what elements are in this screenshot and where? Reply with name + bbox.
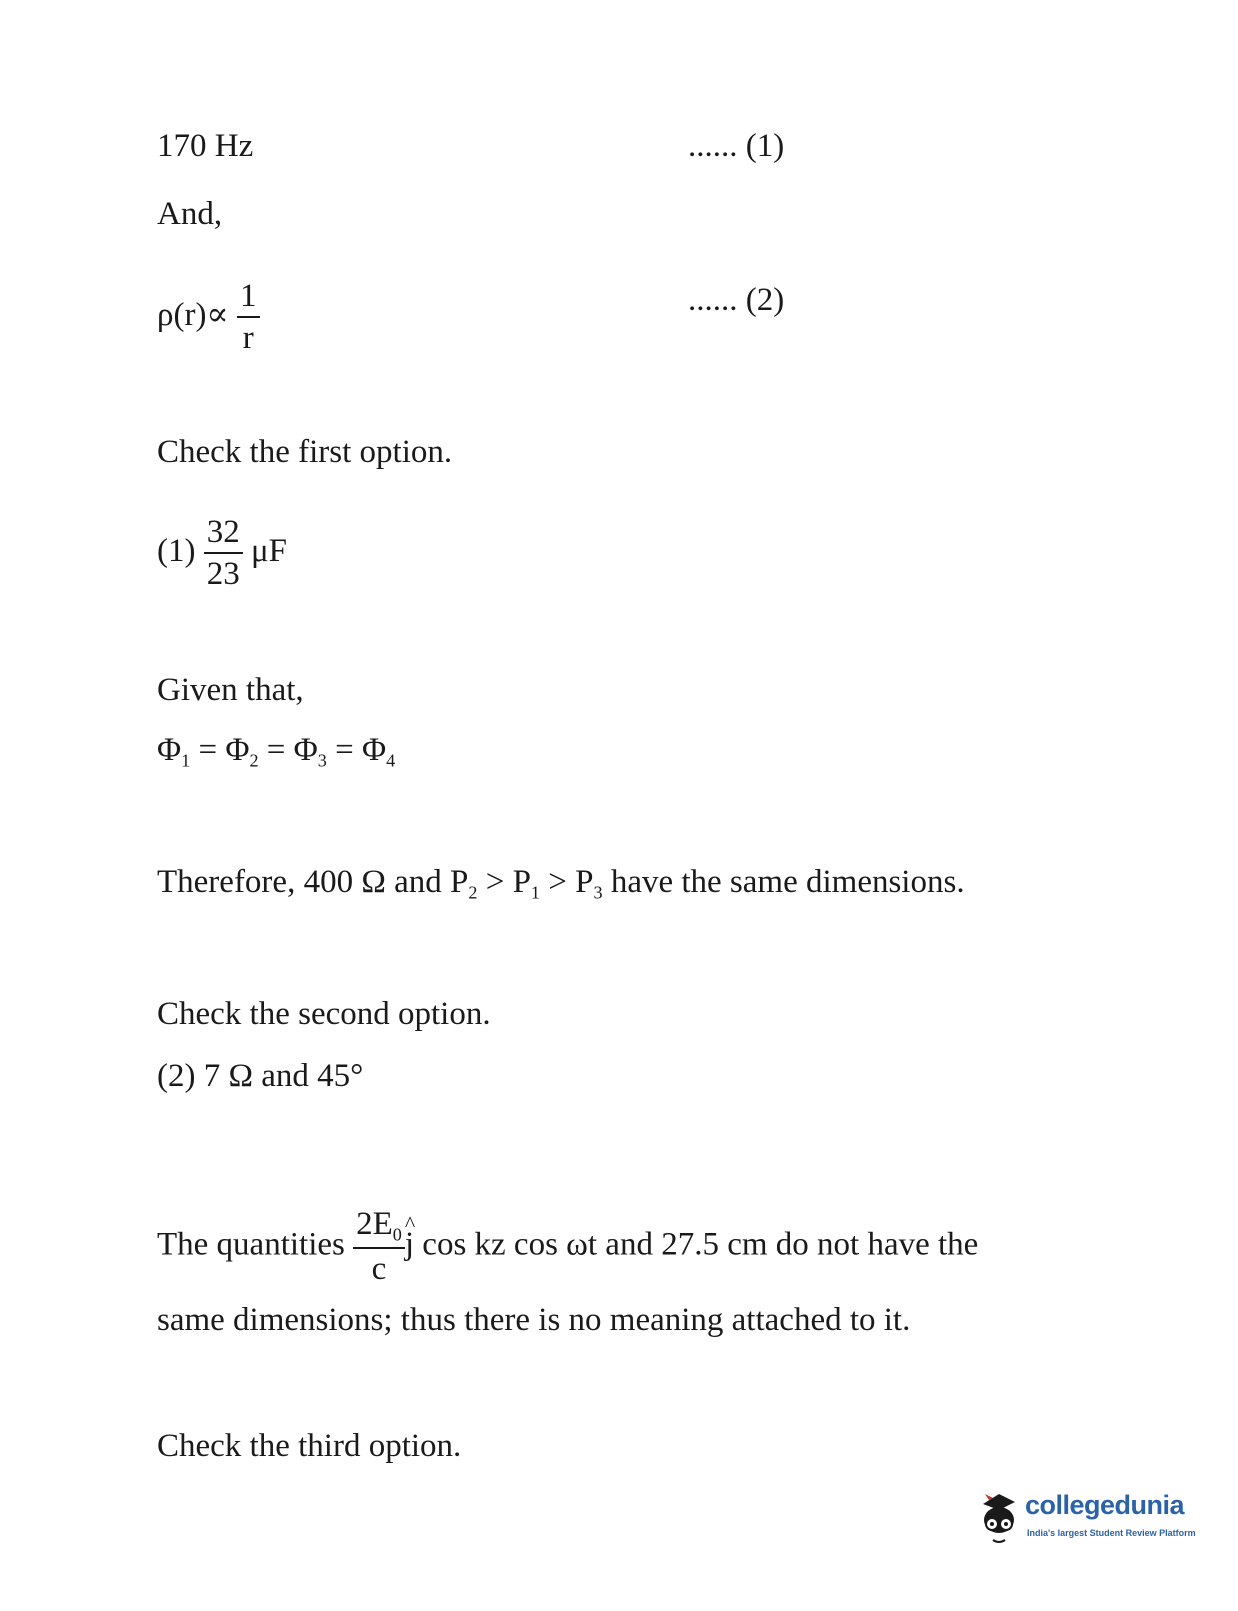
p-sub-3: 3 xyxy=(593,882,603,903)
equation-number-2: ...... (2) xyxy=(688,282,785,318)
equation-number-1: ...... (1) xyxy=(688,128,785,164)
therefore-prefix: Therefore, 400 Ω and xyxy=(157,864,442,900)
rho-lhs: ρ(r)∝ xyxy=(157,297,229,334)
text-check-third: Check the third option. xyxy=(157,1428,462,1464)
option-1-denominator: 23 xyxy=(206,556,240,592)
equals-sign: = xyxy=(198,732,218,768)
option-1-fraction xyxy=(204,516,243,591)
phi-sub-4: 4 xyxy=(386,750,396,771)
equals-sign: = xyxy=(335,732,354,768)
p-symbol: P xyxy=(575,864,594,900)
text-check-second: Check the second option. xyxy=(157,996,491,1032)
p-symbol: P xyxy=(450,864,469,900)
option-1-numerator: 32 xyxy=(204,516,243,554)
phi-symbol: Φ xyxy=(225,732,250,768)
collegedunia-logo xyxy=(975,1490,1195,1560)
rho-denominator: r xyxy=(242,320,254,356)
equation-phi xyxy=(157,730,395,780)
quantity-numerator xyxy=(353,1208,405,1249)
p-symbol: P xyxy=(512,864,531,900)
unit-vector-j: ^ j xyxy=(405,1224,414,1264)
rho-fraction xyxy=(237,280,260,355)
text-given: Given that, xyxy=(157,672,304,708)
quantity-numerator-text: 2E xyxy=(356,1206,393,1242)
text-same-dimensions: same dimensions; thus there is no meaning attached to it. xyxy=(157,1302,911,1338)
phi-symbol: Φ xyxy=(157,732,182,768)
text-and: And, xyxy=(157,196,223,232)
logo-tagline: India's largest Student Review Platform xyxy=(1027,1528,1196,1538)
option-2: (2) 7 Ω and 45° xyxy=(157,1058,364,1094)
p-sub-2: 2 xyxy=(468,882,478,903)
quantity-denominator: c xyxy=(371,1250,387,1287)
quantities-prefix: The quantities xyxy=(157,1226,345,1263)
phi-sub-2: 2 xyxy=(249,750,259,771)
option-1 xyxy=(157,516,287,591)
text-therefore xyxy=(157,862,965,912)
rho-numerator: 1 xyxy=(237,280,260,318)
option-1-unit: μF xyxy=(250,533,288,570)
phi-sub-1: 1 xyxy=(181,750,191,771)
therefore-suffix: have the same dimensions. xyxy=(610,864,965,900)
phi-symbol: Φ xyxy=(293,732,318,768)
greater-than: > xyxy=(548,864,567,900)
text-frequency: 170 Hz xyxy=(157,128,254,164)
phi-symbol: Φ xyxy=(361,732,387,768)
equals-sign: = xyxy=(266,732,286,768)
text-check-first: Check the first option. xyxy=(157,434,453,470)
text-quantities xyxy=(157,1208,978,1286)
p-sub-1: 1 xyxy=(530,882,540,903)
mascot-icon xyxy=(975,1490,1023,1550)
quantity-fraction xyxy=(353,1208,405,1286)
equation-rho xyxy=(157,280,260,355)
quantities-suffix: cos kz cos ωt and 27.5 cm do not have the xyxy=(422,1226,979,1263)
phi-sub-3: 3 xyxy=(317,750,327,771)
quantity-numerator-sub: 0 xyxy=(392,1224,402,1245)
logo-wordmark: collegedunia xyxy=(1025,1490,1185,1520)
option-1-label: (1) xyxy=(157,533,196,570)
greater-than: > xyxy=(485,864,505,900)
